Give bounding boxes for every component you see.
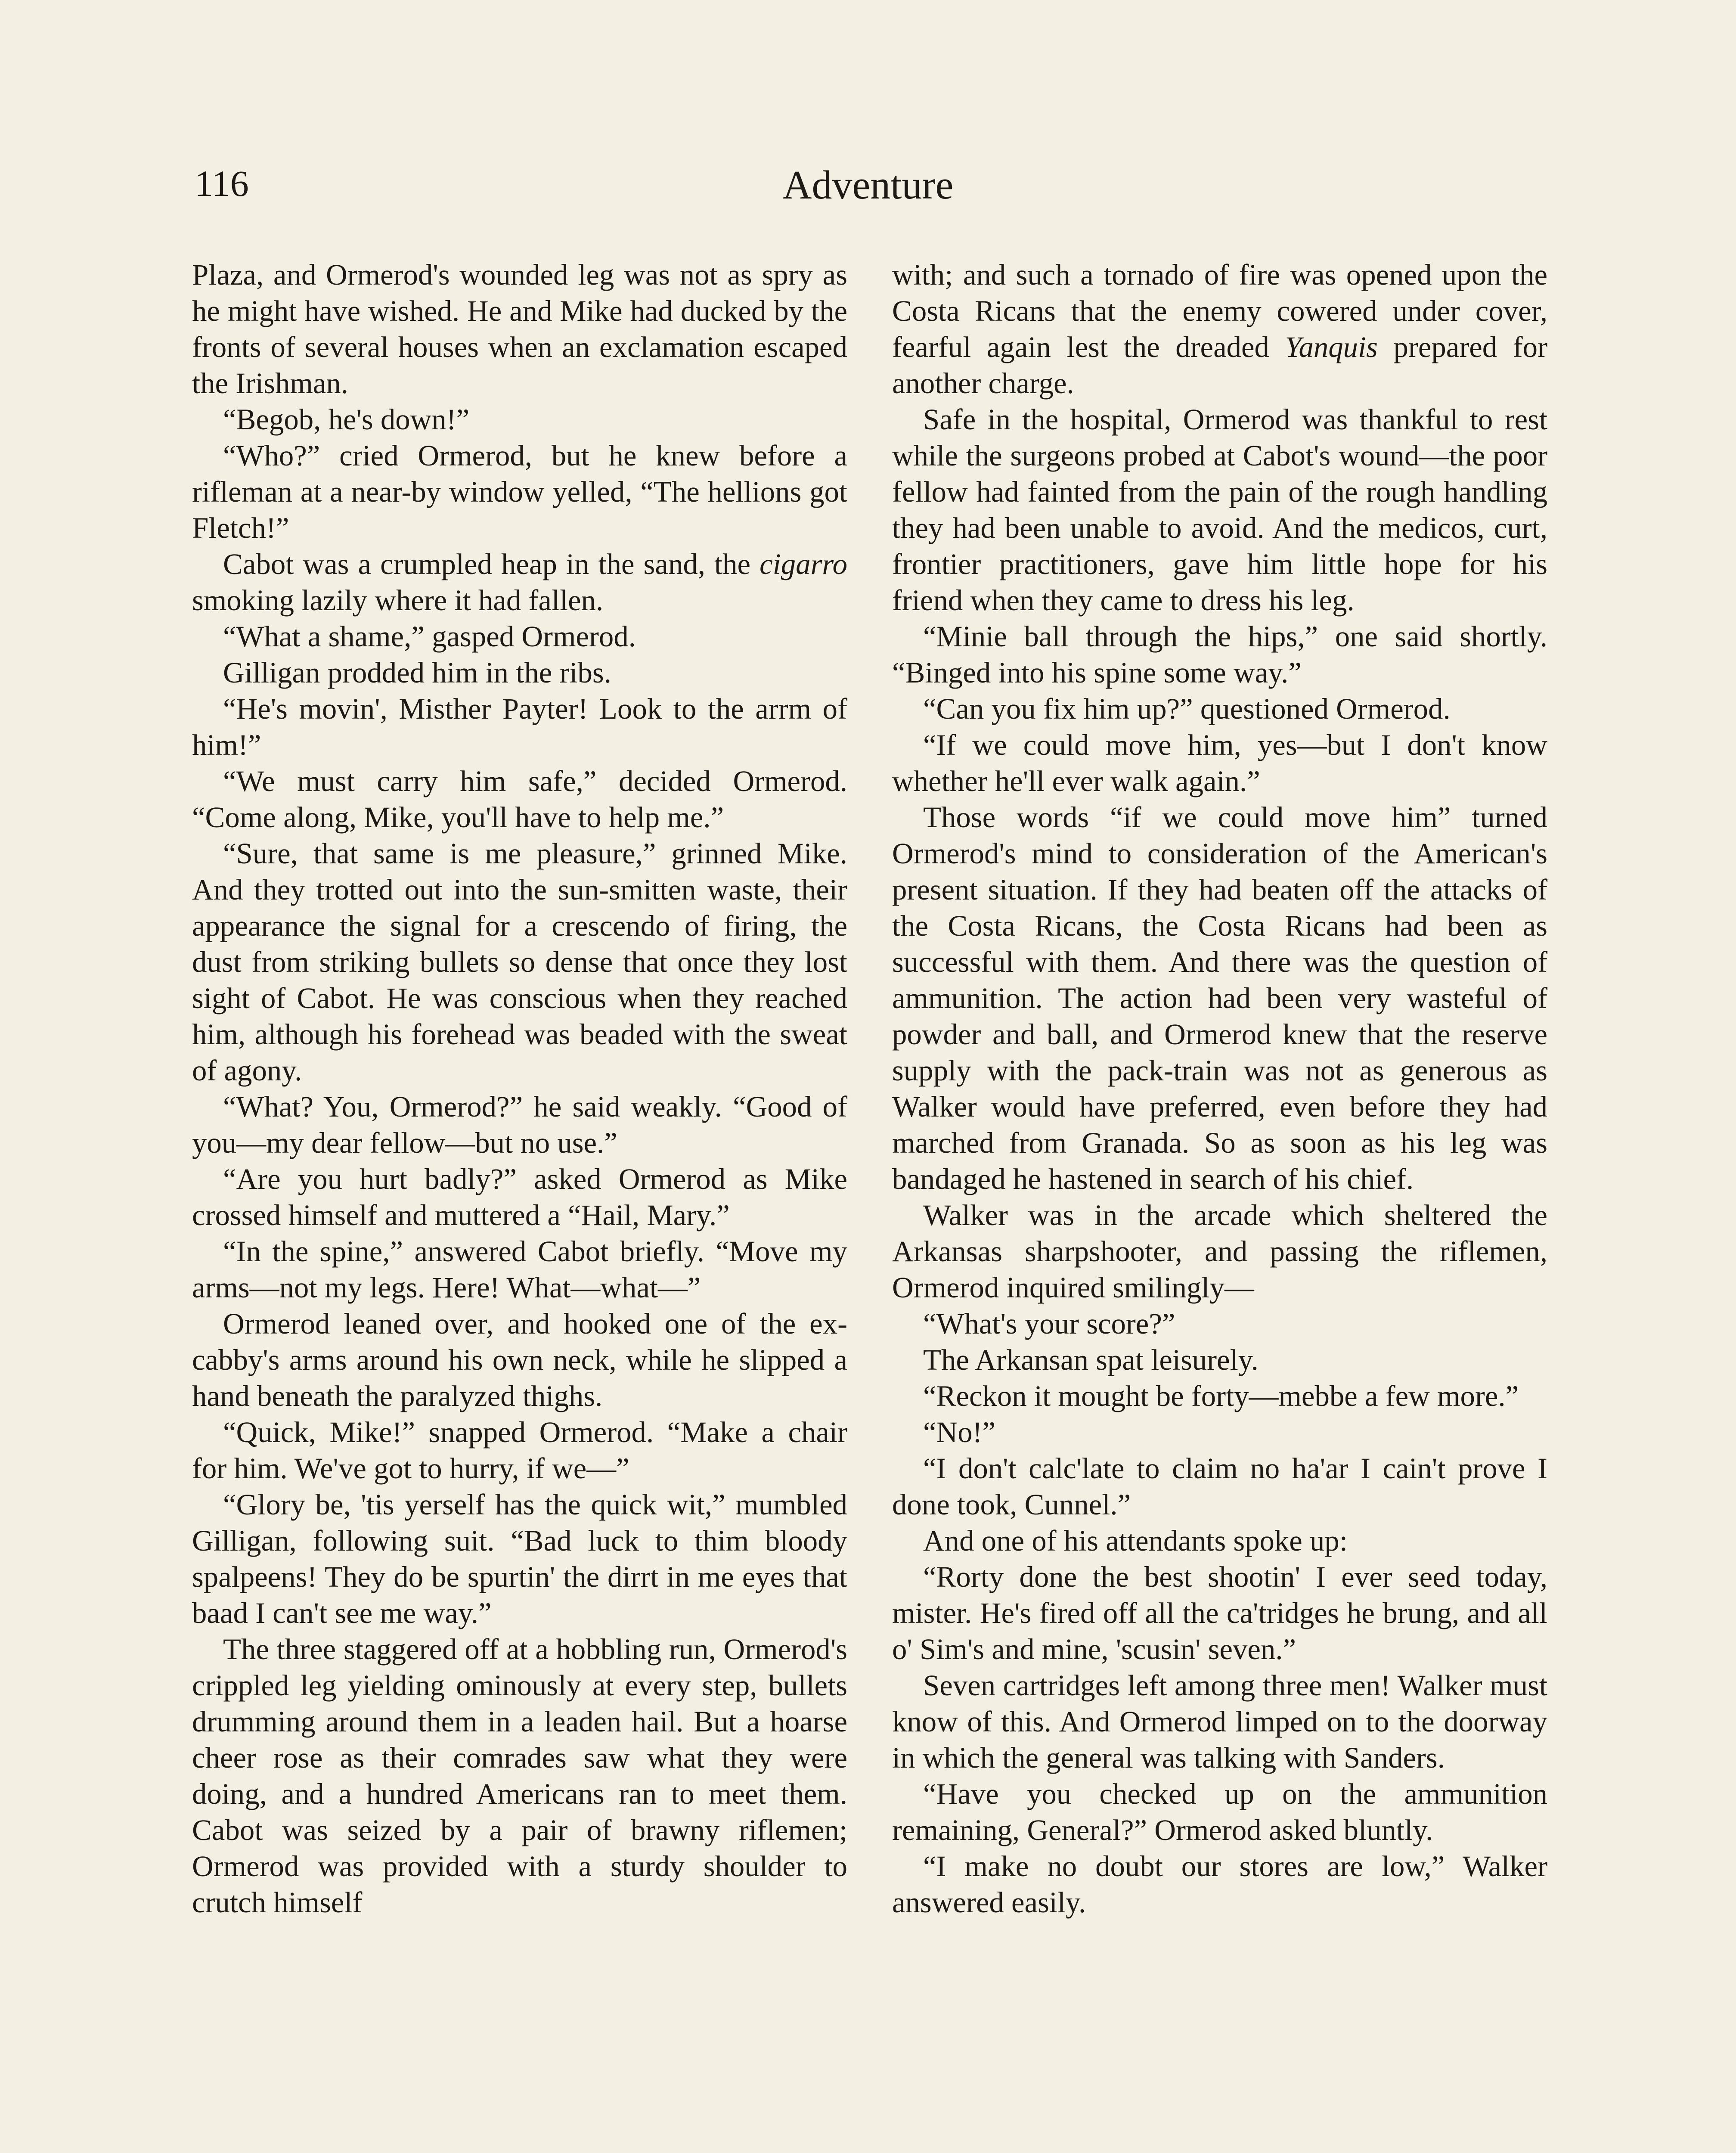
- paragraph: “In the spine,” answered Cabot briefly. “Move my arms—not my legs. Here! What—what—”: [192, 1235, 847, 1304]
- paragraph: “Reckon it mought be forty—mebbe a few more.”: [923, 1380, 1519, 1412]
- paragraph: Safe in the hospital, Ormerod was thankful to rest while the surgeons probed at Cabot's wound—the poor fellow had fainted from the pain of the rough handling they had been unable to avoid. And the medicos, curt, frontier practitioners, gave him little hope for his friend when they came to dress his leg.: [892, 403, 1547, 617]
- paragraph: Cabot was a crumpled heap in the sand, the cigarro smoking lazily where it had fallen.: [192, 548, 847, 617]
- paragraph: “Are you hurt badly?” asked Ormerod as Mike crossed himself and muttered a “Hail, Mary.”: [192, 1163, 847, 1232]
- paragraph: “Glory be, 'tis yerself has the quick wit,” mumbled Gilligan, following suit. “Bad luck to thim bloody spalpeens! They do be spurtin' the dirrt in me eyes that baad I can't see me way.”: [192, 1488, 847, 1629]
- paragraph: Plaza, and Ormerod's wounded leg was not as spry as he might have wished. He and Mike had ducked by the fronts of several houses when an exclamation escaped the Irishman.: [192, 258, 847, 400]
- paragraph: Those words “if we could move him” turned Ormerod's mind to consideration of the American's present situation. If they had beaten off the attacks of the Costa Ricans, the Costa Ricans had been as successful with them. And there was the question of ammunition. The action had been very wasteful of powder and ball, and Ormerod knew that the reserve supply with the pack-train was not as generous as Walker would have preferred, even before they had marched from Granada. So as soon as his leg was bandaged he hastened in search of his chief.: [892, 801, 1547, 1195]
- paragraph: “If we could move him, yes—but I don't know whether he'll ever walk again.”: [892, 729, 1547, 797]
- paragraph: “Rorty done the best shootin' I ever seed today, mister. He's fired off all the ca'tridges he brung, and all o' Sim's and mine, 'scusin' seven.”: [892, 1560, 1547, 1666]
- paragraph: “Minie ball through the hips,” one said shortly. “Binged into his spine some way.”: [892, 620, 1547, 689]
- text-column-left: [192, 257, 847, 1920]
- paragraph: “I make no doubt our stores are low,” Walker answered easily.: [892, 1850, 1547, 1919]
- paragraph: “What a shame,” gasped Ormerod.: [223, 620, 636, 653]
- paragraph: “What's your score?”: [923, 1307, 1175, 1340]
- paragraph: “What? You, Ormerod?” he said weakly. “Good of you—my dear fellow—but no use.”: [192, 1090, 847, 1159]
- paragraph: “Begob, he's down!”: [223, 403, 470, 436]
- paragraph: Ormerod leaned over, and hooked one of the ex-cabby's arms around his own neck, while he slipped a hand beneath the paralyzed thighs.: [192, 1307, 847, 1412]
- text-column-right: [892, 257, 1547, 1920]
- paragraph: “Have you checked up on the ammunition remaining, General?” Ormerod asked bluntly.: [892, 1778, 1547, 1846]
- paragraph: “Quick, Mike!” snapped Ormerod. “Make a chair for him. We've got to hurry, if we—”: [192, 1416, 847, 1485]
- paragraph: Gilligan prodded him in the ribs.: [223, 656, 611, 689]
- paragraph: “Can you fix him up?” questioned Ormerod.: [923, 692, 1451, 725]
- italic-word: Yanquis: [1285, 331, 1378, 363]
- paragraph: The three staggered off at a hobbling run, Ormerod's crippled leg yielding ominously at every step, bullets drumming around them in a leaden hail. But a hoarse cheer rose as their comrades saw what they were doing, and a hundred Americans ran to meet them. Cabot was seized by a pair of brawny riflemen; Ormerod was provided with a sturdy shoulder to crutch himself: [192, 1633, 847, 1919]
- paragraph: “Who?” cried Ormerod, but he knew before a rifleman at a near-by window yelled, “The hellions got Fletch!”: [192, 439, 847, 544]
- paragraph: “Sure, that same is me pleasure,” grinned Mike. And they trotted out into the sun-smitten waste, their appearance the signal for a crescendo of firing, the dust from striking bullets so dense that once they lost sight of Cabot. He was conscious when they reached him, although his forehead was beaded with the sweat of agony.: [192, 837, 847, 1087]
- paragraph: And one of his attendants spoke up:: [923, 1524, 1348, 1557]
- paragraph: “He's movin', Misther Payter! Look to the arrm of him!”: [192, 692, 847, 761]
- paragraph: with; and such a tornado of fire was opened upon the Costa Ricans that the enemy cowered under cover, fearful again lest the dreaded Yanquis prepared for another charge.: [892, 258, 1547, 400]
- page-number: 116: [195, 163, 249, 204]
- paragraph: “I don't calc'late to claim no ha'ar I cain't prove I done took, Cunnel.”: [892, 1452, 1547, 1521]
- paragraph: Walker was in the arcade which sheltered the Arkansas sharpshooter, and passing the riflemen, Ormerod inquired smilingly—: [892, 1199, 1547, 1304]
- paragraph: “We must carry him safe,” decided Ormerod. “Come along, Mike, you'll have to help me.”: [192, 765, 847, 834]
- paragraph: The Arkansan spat leisurely.: [923, 1343, 1259, 1376]
- italic-word: cigarro: [760, 548, 847, 580]
- paragraph: “No!”: [923, 1416, 996, 1449]
- running-head: Adventure: [782, 163, 954, 208]
- paragraph: Seven cartridges left among three men! Walker must know of this. And Ormerod limped on to the doorway in which the general was talking with Sanders.: [892, 1669, 1547, 1774]
